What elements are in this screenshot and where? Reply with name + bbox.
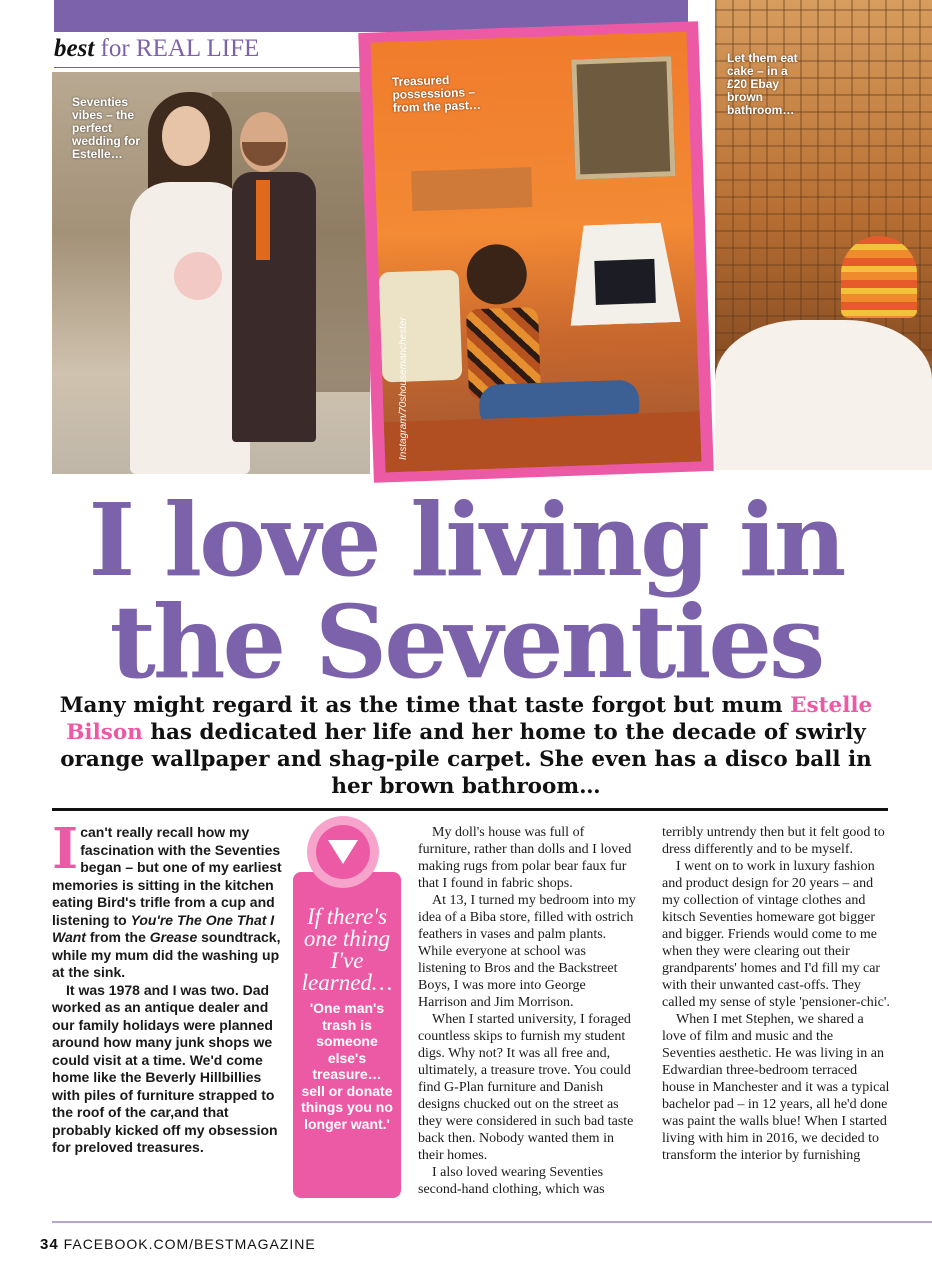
section-header bbox=[54, 35, 259, 63]
room-photo bbox=[371, 32, 702, 473]
pull-quote-heading: If there's one thing I've learned… bbox=[301, 904, 393, 995]
body-column-4 bbox=[662, 824, 890, 1164]
intro-column bbox=[52, 816, 282, 1157]
col4-paragraph-2: I went on to work in luxury fashion and product design for 20 years – and my collection of vintage clothes and kitsch Seventies homeware got bigger and bigger. Friends would come to me when they were clearing out their grandparents' homes and I'd fill my car with their unwanted cast-offs. They called my sense of style 'pensioner-chic'. bbox=[662, 859, 890, 1010]
room-caption: Treasured possessions – from the past… bbox=[391, 72, 482, 115]
body-column-3 bbox=[418, 824, 636, 1198]
standfirst-name: Estelle Bilson bbox=[66, 693, 873, 745]
page-number: 34 bbox=[40, 1236, 59, 1253]
headline-line-1: I love living in bbox=[88, 481, 844, 599]
section-name: for REAL LIFE bbox=[100, 35, 260, 62]
pull-quote-text: 'One man's trash is someone else's treasure… sell or donate things you no longer want.' bbox=[301, 1000, 393, 1132]
standfirst-rule bbox=[52, 808, 888, 811]
drop-cap: I bbox=[52, 816, 79, 882]
col3-paragraph-4: I also loved wearing Seventies second-hand clothing, which was bbox=[418, 1165, 605, 1197]
song-title: You're The One That I Want bbox=[52, 911, 275, 945]
film-title: Grease bbox=[149, 929, 198, 945]
room-photo-frame bbox=[358, 21, 713, 483]
footer-url: FACEBOOK.COM/BESTMAGAZINE bbox=[63, 1236, 316, 1252]
col3-paragraph-1: My doll's house was full of furniture, rather than dolls and I loved making rugs from polar bear faux fur that I found in fabric shops. bbox=[418, 825, 632, 891]
standfirst-after: has dedicated her life and her home to the decade of swirly orange wallpaper and shag-pile carpet. She even has a disco ball in her brown bathroom… bbox=[60, 720, 872, 799]
bathroom-caption: Let them eat cake – in a £20 Ebay brown bathroom… bbox=[727, 51, 798, 117]
pull-quote-box bbox=[293, 872, 401, 1198]
wedding-photo bbox=[52, 72, 370, 474]
col3-paragraph-3: When I started university, I foraged countless skips to furnish my student digs. Why not? It was all free and, ultimately, a treasure trove. You could find G-Plan furniture and Danish designs chucked out on the street as they were considered in such bad taste back then. Nobody wanted them in their homes. bbox=[418, 1012, 634, 1163]
intro-paragraph-2: It was 1978 and I was two. Dad worked as an antique dealer and our family holidays were planned around how many junk shops we could visit at a time. We'd come home like the Beverly Hillbillies with piles of furniture strapped to the roof of the car,and that probably kicked off my obsession for preloved treasures. bbox=[52, 981, 278, 1155]
col4-paragraph-3: When I met Stephen, we shared a love of film and music and the Seventies aesthetic. He was living in an Edwardian three-bedroom terraced house in Manchester and it was a typical bachelor pad – in 12 years, all he'd done was paint the walls blue! When I started living with him in 2016, we decided to transform the interior by furnishing bbox=[662, 1012, 890, 1163]
col4-paragraph-1: terribly untrendy then but it felt good to dress differently and to be myself. bbox=[662, 825, 885, 857]
brand-name: best bbox=[54, 35, 95, 62]
intro-paragraph-1 bbox=[52, 816, 282, 982]
footer bbox=[40, 1236, 316, 1253]
standfirst-before: Many might regard it as the time that taste forgot but mum bbox=[59, 693, 783, 718]
photo-credit: Instagram/70shousemanchester bbox=[398, 317, 409, 460]
footer-rule bbox=[52, 1221, 932, 1223]
standfirst bbox=[40, 692, 892, 800]
col3-paragraph-2: At 13, I turned my bedroom into my idea of a Biba store, filled with ostrich feathers in vases and palm plants. While everyone at school was listening to Bros and the Backstreet Boys, I was more into George Harrison and Jim Morrison. bbox=[418, 893, 636, 1010]
wedding-caption: Seventies vibes – the perfect wedding for Estelle… bbox=[72, 95, 140, 161]
intro-text-b: from the bbox=[85, 929, 150, 945]
intro-text-a: can't really recall how my fascination with the Seventies began – but one of my earliest memories is sitting in the kitchen eating Bird's trifle from a cup and listening to bbox=[52, 824, 282, 928]
bathroom-photo bbox=[715, 0, 932, 470]
intro-text-c: soundtrack, while my mum did the washing up at the sink. bbox=[52, 929, 281, 980]
headline-line-2: the Seventies bbox=[109, 583, 823, 701]
section-rule bbox=[54, 67, 376, 68]
chevron-down-icon bbox=[307, 816, 379, 888]
